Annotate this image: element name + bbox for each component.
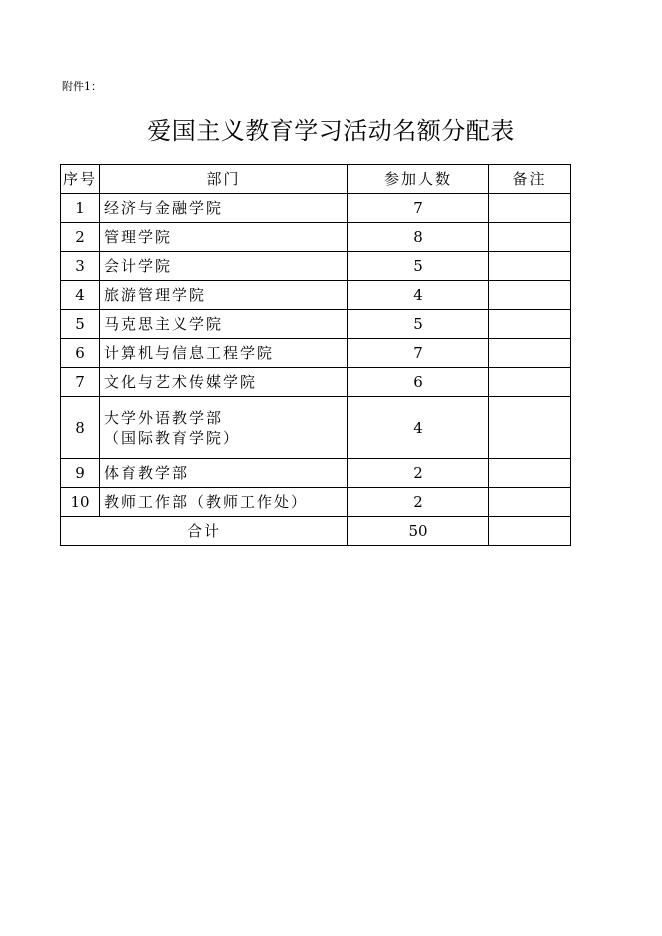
row-count: 5 (348, 252, 489, 281)
row-note (489, 339, 571, 368)
row-department (100, 397, 348, 459)
row-count: 4 (348, 397, 489, 459)
department-line: （国际教育学院） (104, 428, 241, 447)
attachment-label: 附件1： (62, 80, 102, 93)
row-serial: 10 (61, 488, 100, 517)
row-department: 旅游管理学院 (100, 281, 348, 310)
header-department: 部门 (100, 165, 348, 194)
table-row (61, 368, 571, 397)
row-serial: 4 (61, 281, 100, 310)
row-department: 教师工作部（教师工作处） (100, 488, 348, 517)
row-note (489, 459, 571, 488)
row-note (489, 223, 571, 252)
row-serial: 6 (61, 339, 100, 368)
row-note (489, 194, 571, 223)
table-row (61, 252, 571, 281)
row-count: 2 (348, 459, 489, 488)
row-serial: 9 (61, 459, 100, 488)
header-remarks: 备注 (489, 165, 571, 194)
total-label: 合计 (61, 517, 348, 546)
row-count: 6 (348, 368, 489, 397)
table-row (61, 488, 571, 517)
row-serial: 7 (61, 368, 100, 397)
row-count: 7 (348, 339, 489, 368)
row-serial: 8 (61, 397, 100, 459)
row-note (489, 252, 571, 281)
row-department: 会计学院 (100, 252, 348, 281)
table-row (61, 223, 571, 252)
row-department: 马克思主义学院 (100, 310, 348, 339)
table-header-row (61, 165, 571, 194)
row-serial: 1 (61, 194, 100, 223)
row-count: 5 (348, 310, 489, 339)
row-department: 体育教学部 (100, 459, 348, 488)
table-row (61, 194, 571, 223)
table-row (61, 397, 571, 459)
row-serial: 3 (61, 252, 100, 281)
department-line: 大学外语教学部 (104, 408, 224, 427)
page-title: 爱国主义教育学习活动名额分配表 (147, 117, 515, 145)
table-row (61, 281, 571, 310)
total-note (489, 517, 571, 546)
row-note (489, 488, 571, 517)
row-serial: 5 (61, 310, 100, 339)
row-department: 文化与艺术传媒学院 (100, 368, 348, 397)
row-count: 4 (348, 281, 489, 310)
row-note (489, 281, 571, 310)
total-count: 50 (348, 517, 489, 546)
table-row (61, 459, 571, 488)
row-department: 经济与金融学院 (100, 194, 348, 223)
table-row (61, 310, 571, 339)
table-row (61, 339, 571, 368)
row-serial: 2 (61, 223, 100, 252)
row-count: 2 (348, 488, 489, 517)
quota-table (60, 164, 571, 546)
header-serial: 序号 (61, 165, 100, 194)
header-participants: 参加人数 (348, 165, 489, 194)
row-count: 7 (348, 194, 489, 223)
row-department: 管理学院 (100, 223, 348, 252)
total-row (61, 517, 571, 546)
row-department: 计算机与信息工程学院 (100, 339, 348, 368)
row-note (489, 368, 571, 397)
row-note (489, 397, 571, 459)
row-count: 8 (348, 223, 489, 252)
row-note (489, 310, 571, 339)
